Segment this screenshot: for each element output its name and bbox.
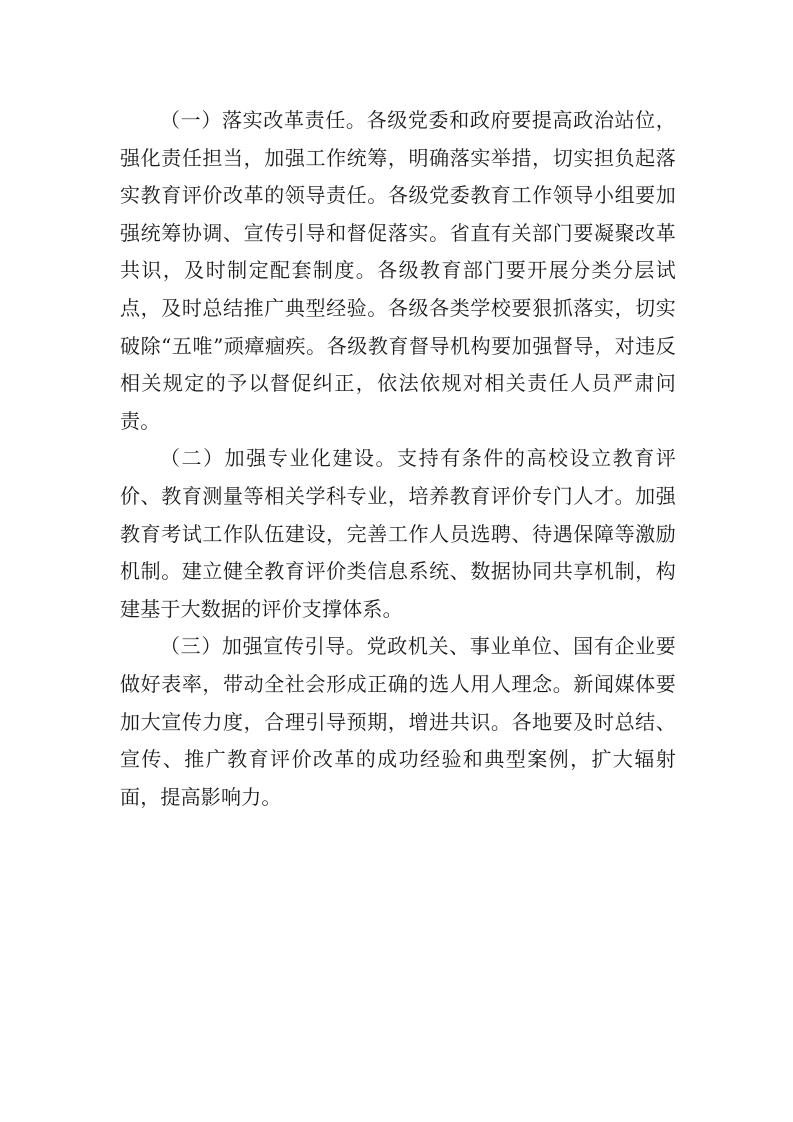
paragraph-publicity-guidance: （三）加强宣传引导。党政机关、事业单位、国有企业要做好表率，带动全社会形成正确的选人用人理念。新闻媒体要加大宣传力度，合理引导预期，增进共识。各地要及时总结、宣传、推广教育评价改革的成功经验和典型案例，扩大辐射面，提高影响力。	[120, 634, 676, 809]
paragraph-professional-construction: （二）加强专业化建设。支持有条件的高校设立教育评价、教育测量等相关学科专业，培养教育评价专门人才。加强教育考试工作队伍建设，完善工作人员选聘、待遇保障等激励机制。建立健全教育评价类信息系统、数据协同共享机制，构建基于大数据的评价支撑体系。	[120, 446, 676, 621]
paragraph-implementation-responsibility: （一）落实改革责任。各级党委和政府要提高政治站位，强化责任担当，加强工作统筹，明确落实举措，切实担负起落实教育评价改革的领导责任。各级党委教育工作领导小组要加强统筹协调、宣传引导和督促落实。省直有关部门要凝聚改革共识，及时制定配套制度。各级教育部门要开展分类分层试点，及时总结推广典型经验。各级各类学校要狠抓落实，切实破除“五唯”顽瘴痼疾。各级教育督导机构要加强督导，对违反相关规定的予以督促纠正，依法依规对相关责任人员严肃问责。	[120, 108, 676, 433]
document-body	[120, 102, 676, 816]
